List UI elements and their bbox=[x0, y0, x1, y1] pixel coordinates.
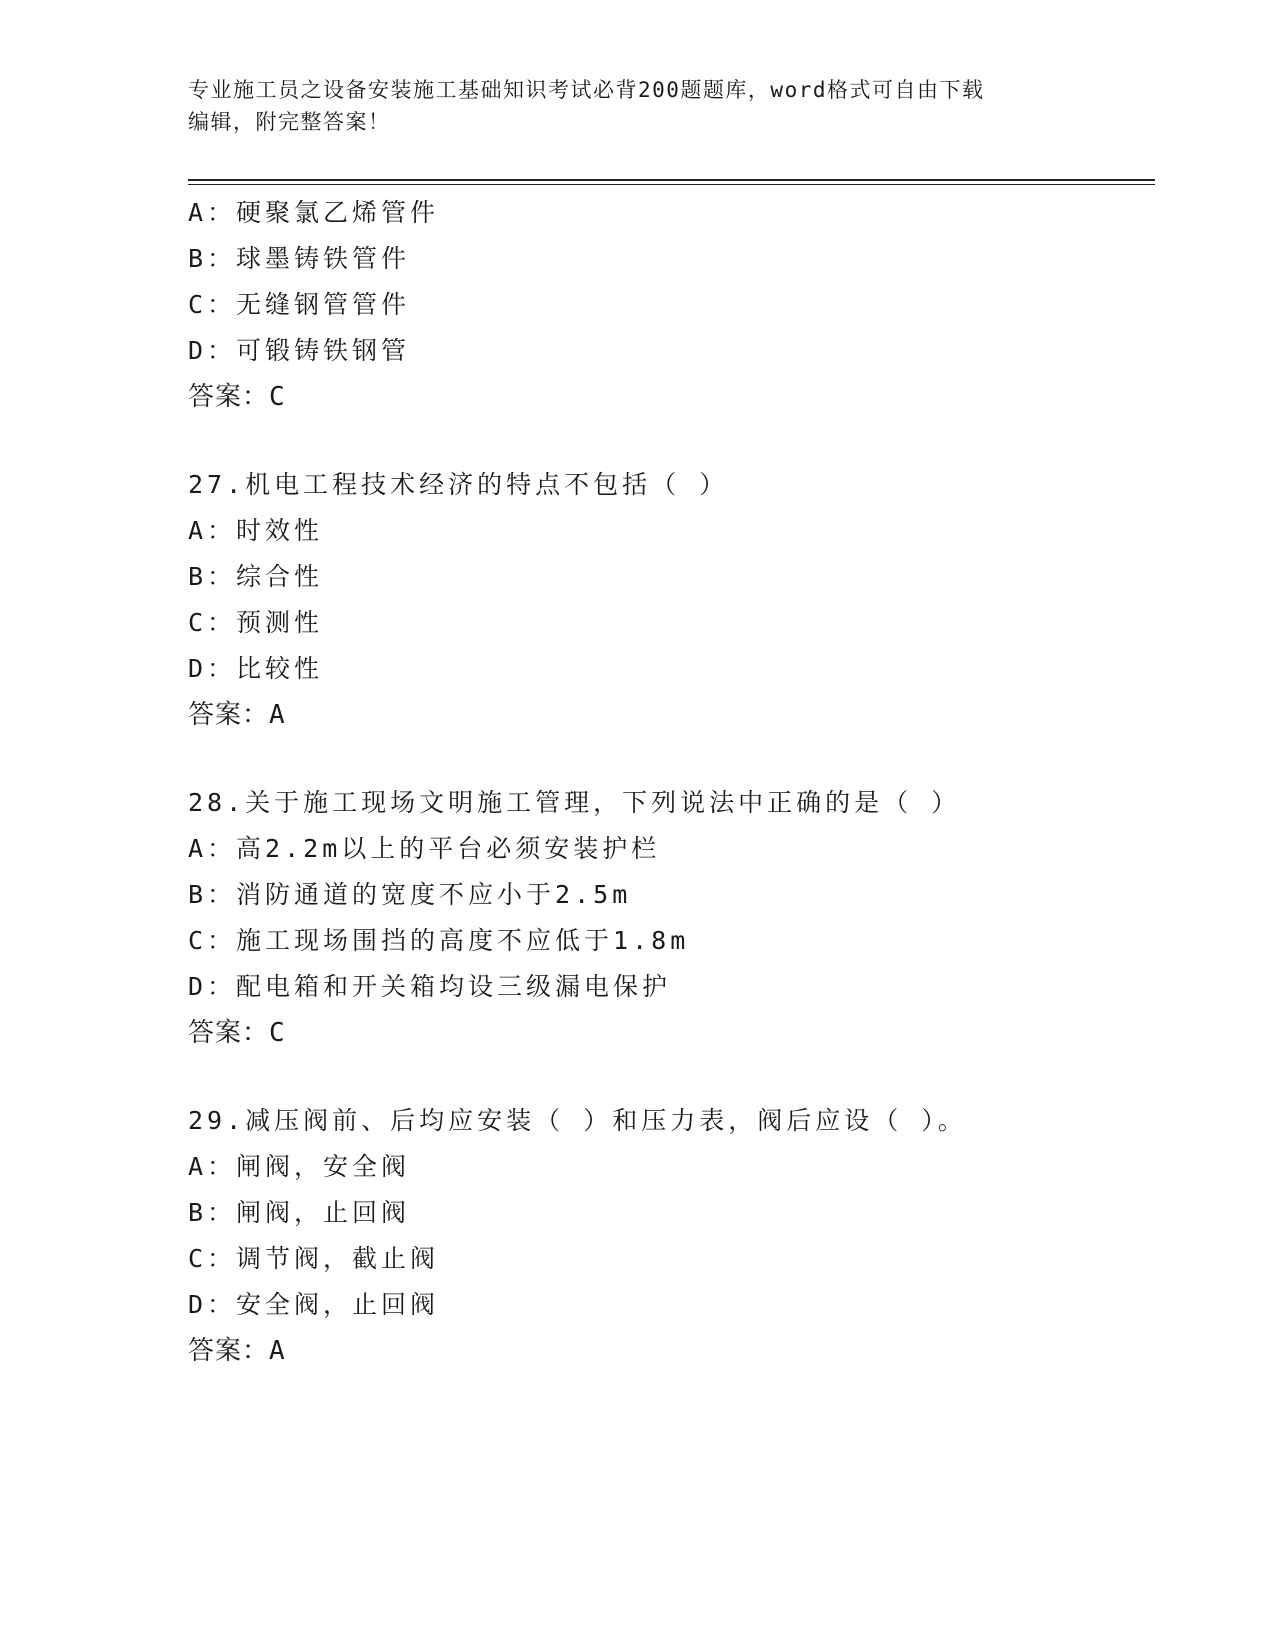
option-b: B：综合性 bbox=[188, 562, 324, 591]
option-a: A：时效性 bbox=[188, 516, 324, 545]
answer-line: 答案：A bbox=[188, 700, 286, 730]
option-b: B：消防通道的宽度不应小于2.5m bbox=[188, 880, 632, 909]
option-d: D：安全阀，止回阀 bbox=[188, 1290, 440, 1319]
question-list bbox=[188, 190, 1155, 1374]
question-block-26 bbox=[188, 190, 1155, 420]
answer-line: 答案：C bbox=[188, 382, 286, 412]
option-c: C：预测性 bbox=[188, 608, 324, 637]
header-title-line-2: 编辑，附完整答案！ bbox=[188, 110, 391, 134]
header-divider-thin bbox=[188, 184, 1155, 185]
option-a: A：硬聚氯乙烯管件 bbox=[188, 198, 440, 227]
option-d: D：比较性 bbox=[188, 654, 324, 683]
answer-line: 答案：A bbox=[188, 1336, 286, 1366]
header-title-line-1: 专业施工员之设备安装施工基础知识考试必背200题题库，word格式可自由下载 bbox=[188, 78, 985, 102]
option-a: A：高2.2m以上的平台必须安装护栏 bbox=[188, 834, 661, 863]
question-text: 28.关于施工现场文明施工管理，下列说法中正确的是（ ） bbox=[188, 788, 961, 817]
question-text: 29.减压阀前、后均应安装（ ）和压力表，阀后应设（ ）。 bbox=[188, 1106, 967, 1135]
header-divider-thick bbox=[188, 179, 1155, 181]
document-header bbox=[188, 74, 1088, 138]
option-c: C：施工现场围挡的高度不应低于1.8m bbox=[188, 926, 690, 955]
option-b: B：闸阀，止回阀 bbox=[188, 1198, 411, 1227]
answer-line: 答案：C bbox=[188, 1018, 286, 1048]
question-block-27 bbox=[188, 462, 1155, 738]
option-c: C：无缝钢管管件 bbox=[188, 290, 411, 319]
option-b: B：球墨铸铁管件 bbox=[188, 244, 411, 273]
question-block-29 bbox=[188, 1098, 1155, 1374]
option-d: D：可锻铸铁钢管 bbox=[188, 336, 411, 365]
option-d: D：配电箱和开关箱均设三级漏电保护 bbox=[188, 972, 672, 1001]
question-text: 27.机电工程技术经济的特点不包括（ ） bbox=[188, 470, 729, 499]
question-block-28 bbox=[188, 780, 1155, 1056]
option-a: A：闸阀，安全阀 bbox=[188, 1152, 411, 1181]
option-c: C：调节阀，截止阀 bbox=[188, 1244, 440, 1273]
